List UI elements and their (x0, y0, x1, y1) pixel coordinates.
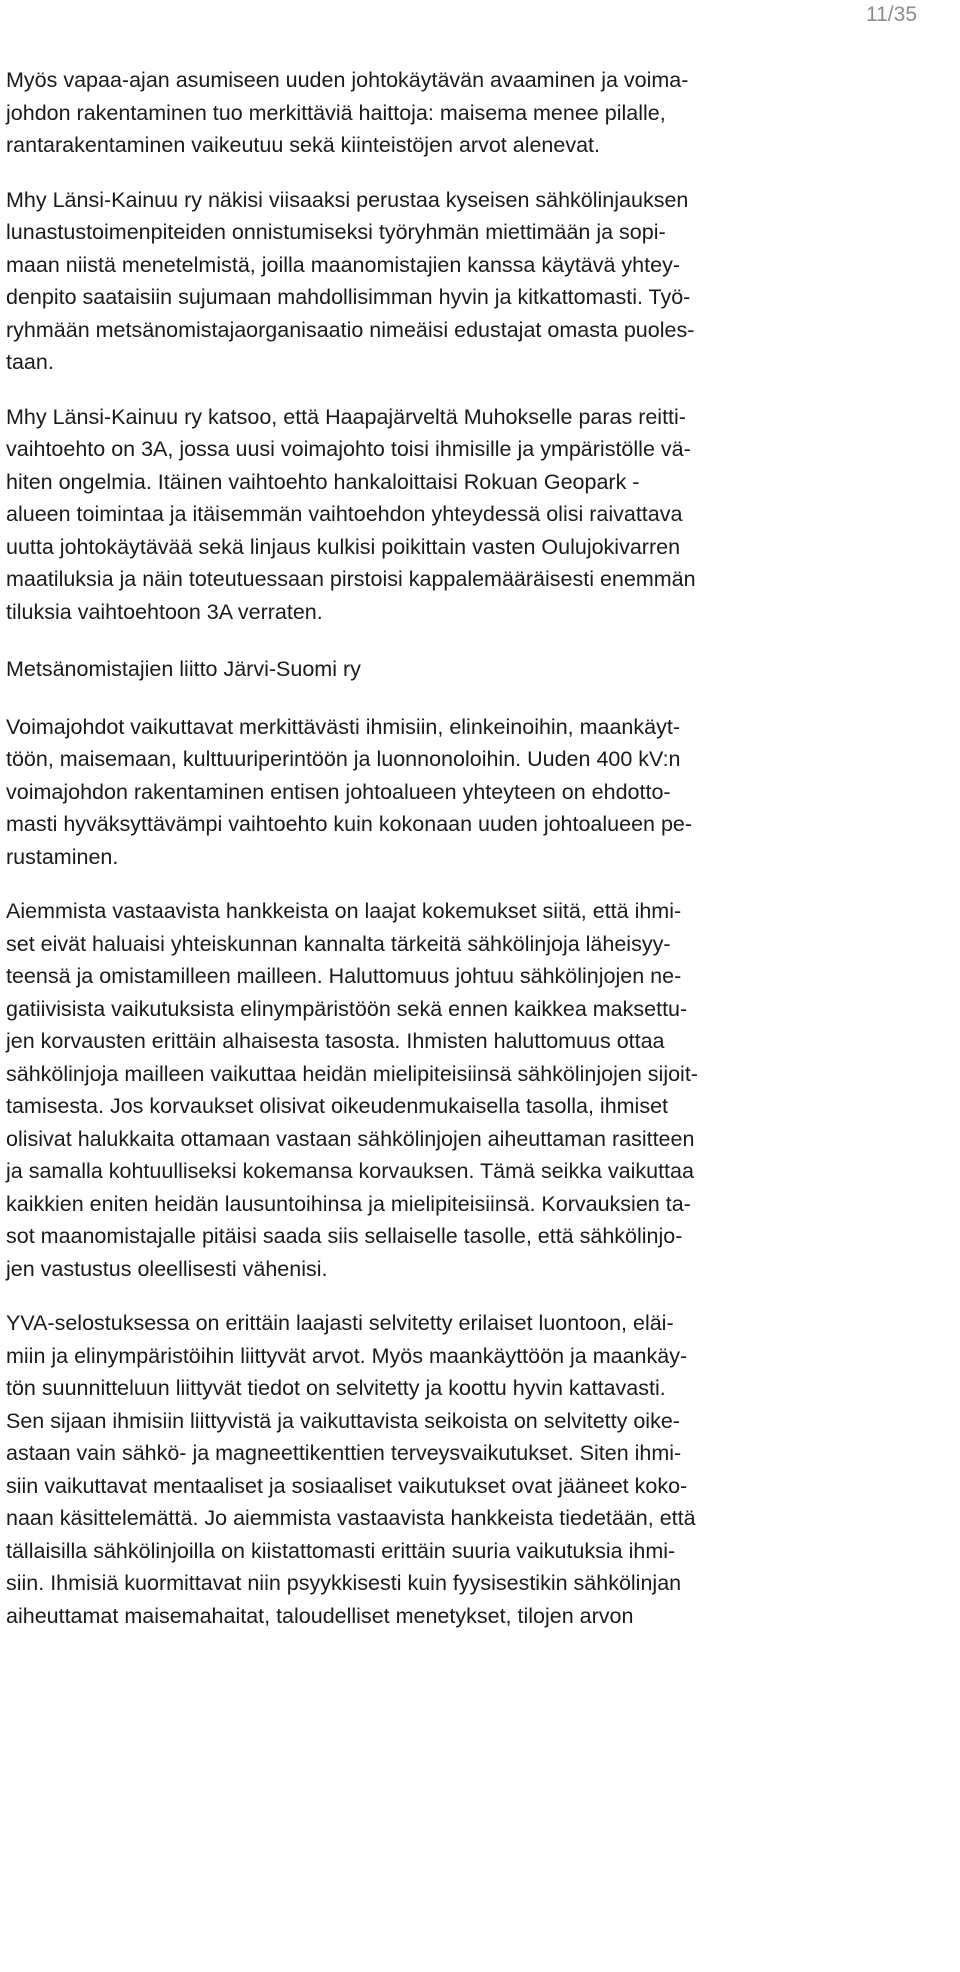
text-line: Mhy Länsi-Kainuu ry näkisi viisaaksi perustaa kyseisen sähkölinjauksen (6, 187, 689, 212)
text-line: teensä ja omistamilleen mailleen. Haluttomuus johtuu sähkölinjojen ne- (6, 964, 682, 988)
text-line: Aiemmista vastaavista hankkeista on laajat kokemukset siitä, että ihmi- (6, 899, 682, 923)
paragraph-2 (6, 184, 952, 379)
text-line: Mhy Länsi-Kainuu ry katsoo, että Haapajärveltä Muhokselle paras reitti- (6, 404, 686, 429)
text-line: aiheuttamat maisemahaitat, taloudelliset menetykset, tilojen arvon (6, 1603, 634, 1628)
paragraph-3 (6, 401, 952, 629)
text-line: Myös vapaa-ajan asumiseen uuden johtokäytävän avaaminen ja voima- (6, 68, 689, 92)
text-line: johdon rakentaminen tuo merkittäviä haittoja: maisema menee pilalle, (6, 100, 666, 125)
section-heading: Metsänomistajien liitto Järvi-Suomi ry (6, 657, 361, 681)
text-line: siin vaikuttavat mentaaliset ja sosiaaliset vaikutukset ovat jääneet koko- (6, 1473, 688, 1498)
text-line: miin ja elinympäristöihin liittyvät arvot. Myös maankäyttöön ja maankäy- (6, 1343, 688, 1368)
text-line: olisivat halukkaita ottamaan vastaan sähkölinjojen aiheuttaman rasitteen (6, 1126, 695, 1151)
text-line: töön, maisemaan, kulttuuriperintöön ja luonnonoloihin. Uuden 400 kV:n (6, 747, 681, 771)
paragraph-1 (6, 64, 952, 162)
paragraph-5 (6, 895, 952, 1285)
paragraph-6 (6, 1307, 952, 1632)
text-line: kaikkien eniten heidän lausuntoihinsa ja mielipiteisiinsä. Korvauksien ta- (6, 1191, 691, 1216)
text-line: voimajohdon rakentaminen entisen johtoalueen yhteyteen on ehdotto- (6, 779, 671, 804)
text-line: tällaisilla sähkölinjoilla on kiistattomasti erittäin suuria vaikutuksia ihmi- (6, 1538, 676, 1563)
document-body (6, 64, 952, 1632)
text-line: taan. (6, 350, 54, 374)
text-line: uutta johtokäytävää sekä linjaus kulkisi poikittain vasten Oulujokivarren (6, 534, 681, 559)
text-line: jen vastustus oleellisesti vähenisi. (6, 1256, 328, 1281)
text-line: masti hyväksyttävämpi vaihtoehto kuin kokonaan uuden johtoalueen pe- (6, 812, 693, 836)
text-line: Sen sijaan ihmisiin liittyvistä ja vaikuttavista seikoista on selvitetty oike- (6, 1408, 680, 1433)
text-line: set eivät haluaisi yhteiskunnan kannalta tärkeitä sähkölinjoja läheisyy- (6, 931, 671, 956)
text-line: maan niistä menetelmistä, joilla maanomistajien kanssa käytävä yhtey- (6, 252, 680, 277)
paragraph-4 (6, 711, 952, 874)
text-line: naan käsittelemättä. Jo aiemmista vastaavista hankkeista tiedetään, että (6, 1506, 696, 1530)
text-line: astaan vain sähkö- ja magneettikenttien terveysvaikutukset. Siten ihmi- (6, 1441, 682, 1465)
text-line: lunastustoimenpiteiden onnistumiseksi työryhmän miettimään ja sopi- (6, 220, 666, 244)
text-line: ja samalla kohtuulliseksi kokemansa korvauksen. Tämä seikka vaikuttaa (6, 1159, 694, 1183)
text-line: rantarakentaminen vaikeutuu sekä kiinteistöjen arvot alenevat. (6, 133, 600, 157)
text-line: sot maanomistajalle pitäisi saada siis sellaiselle tasolle, että sähkölinjo- (6, 1224, 683, 1248)
page-number: 11/35 (866, 3, 917, 26)
text-line: sähkölinjoja mailleen vaikuttaa heidän mielipiteisiinsä sähkölinjojen sijoit- (6, 1061, 698, 1086)
text-line: YVA-selostuksessa on erittäin laajasti selvitetty erilaiset luontoon, eläi- (6, 1311, 674, 1335)
text-line: gatiivisista vaikutuksista elinympäristöön sekä ennen kaikkea maksettu- (6, 996, 688, 1021)
text-line: alueen toimintaa ja itäisemmän vaihtoehdon yhteydessä olisi raivattava (6, 502, 683, 526)
text-line: siin. Ihmisiä kuormittavat niin psyykkisesti kuin fyysisestikin sähkölinjan (6, 1571, 682, 1595)
text-line: denpito saataisiin sujumaan mahdollisimman hyvin ja kitkattomasti. Työ- (6, 285, 691, 309)
text-line: Voimajohdot vaikuttavat merkittävästi ihmisiin, elinkeinoihin, maankäyt- (6, 714, 680, 739)
text-line: tiluksia vaihtoehtoon 3A verraten. (6, 599, 323, 624)
text-line: maatiluksia ja näin toteutuessaan pirstoisi kappalemääräisesti enemmän (6, 567, 696, 591)
text-line: hiten ongelmia. Itäinen vaihtoehto hankaloittaisi Rokuan Geopark - (6, 469, 640, 494)
text-line: tön suunnitteluun liittyvät tiedot on selvitetty ja koottu hyvin kattavasti. (6, 1376, 666, 1400)
text-line: ryhmään metsänomistajaorganisaatio nimeäisi edustajat omasta puoles- (6, 317, 695, 342)
text-line: rustaminen. (6, 844, 119, 869)
text-line: tamisesta. Jos korvaukset olisivat oikeudenmukaisella tasolla, ihmiset (6, 1094, 669, 1118)
text-line: jen korvausten erittäin alhaisesta tasosta. Ihmisten haluttomuus ottaa (6, 1029, 665, 1053)
text-line: vaihtoehto on 3A, jossa uusi voimajohto toisi ihmisille ja ympäristölle vä- (6, 437, 691, 461)
